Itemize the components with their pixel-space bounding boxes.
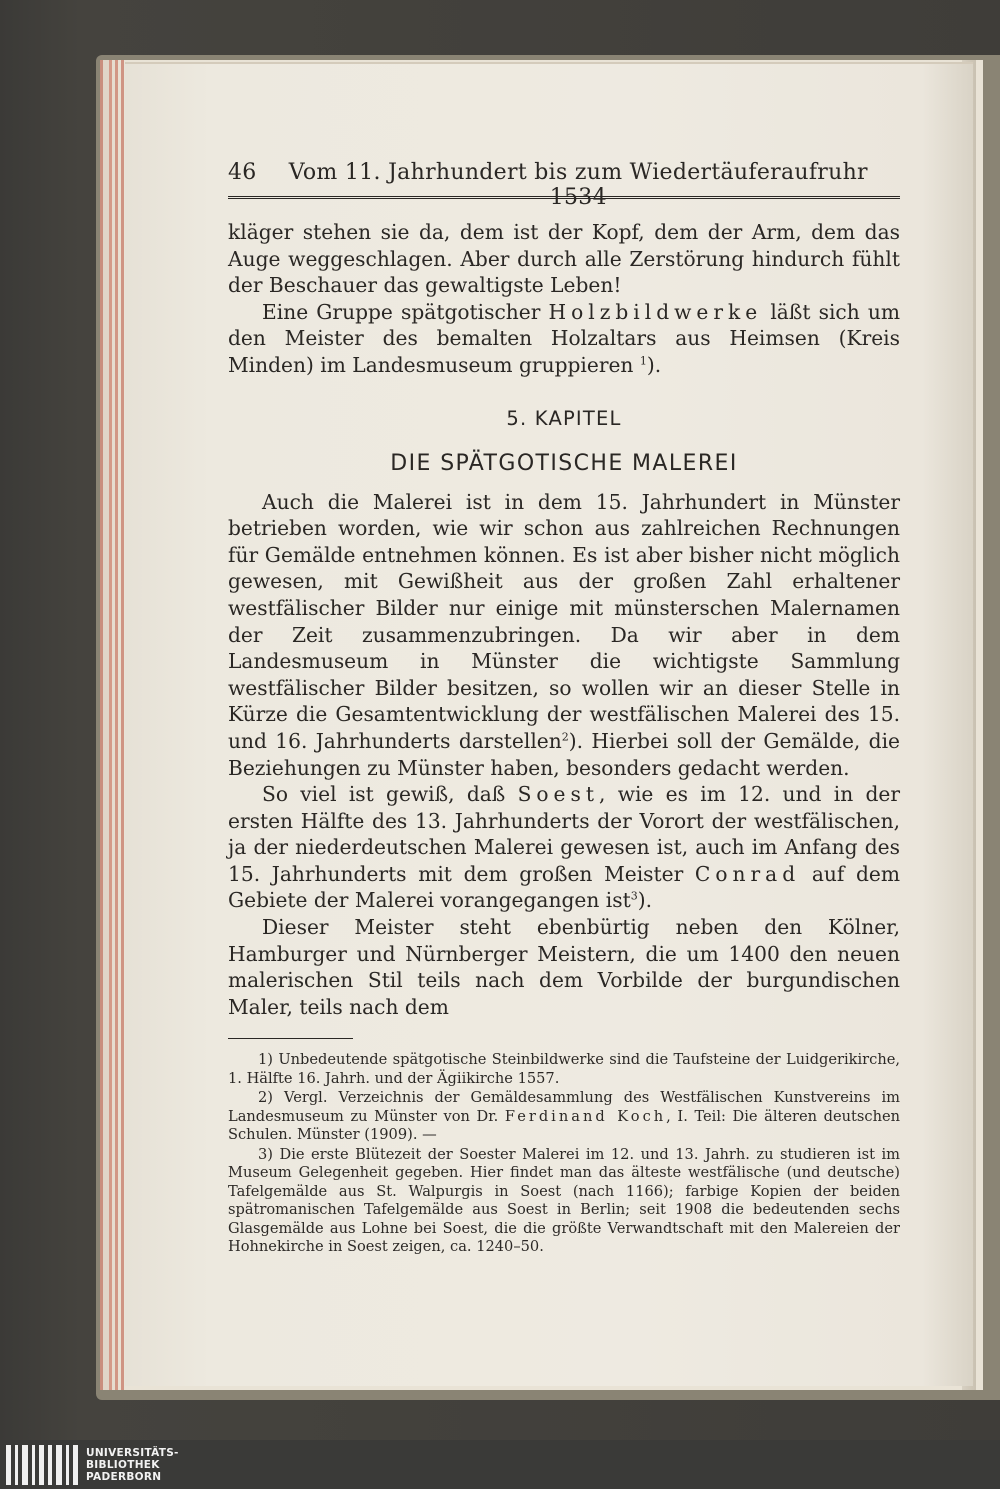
running-title: Vom 11. Jahrhundert bis zum Wiedertäuferaufruhr 1534	[288, 160, 868, 210]
footnote-ref-1: 1	[639, 354, 647, 368]
library-footer	[0, 1440, 1000, 1489]
library-line-2: BIBLIOTHEK	[86, 1458, 160, 1471]
footnote-3: 3) Die erste Blütezeit der Soester Malerei im 12. und 13. Jahrh. zu studieren ist im Museum Gelegenheit gegeben. Hier findet man das älteste westfälische (und deutsche) Tafelgemälde aus St. Walpurgis in Soest (nach 1166); farbige Kopien der beiden spätromanischen Tafelgemälde aus Soest in Berlin; seit 1908 die bedeutenden sechs Glasgemälde aus Lohne bei Soest, die die größte Verwandtschaft mit den Malereien der Hohnekirche in Soest zeigen, ca. 1240–50.	[228, 1145, 900, 1256]
footnote-2	[228, 1089, 900, 1145]
footnote-1: 1) Unbedeutende spätgotische Steinbildwerke sind die Taufsteine der Luidgerikirche, 1. Hälfte 16. Jahrh. und der Ägiikirche 1557.	[228, 1051, 900, 1087]
p2-text-a: Eine Gruppe spätgotischer	[262, 299, 541, 324]
paragraph-2	[228, 299, 900, 379]
library-name	[86, 1447, 179, 1483]
paragraph-1: kläger stehen sie da, dem ist der Kopf, dem der Arm, dem das Auge weggeschlagen. Aber durch alle Zerstörung hindurch fühlt der Beschauer das gewaltigste Leben!	[228, 220, 900, 298]
p4-spaced-soest: Soest	[517, 782, 599, 807]
p2-end: ).	[646, 352, 662, 377]
footnote-ref-2: 2	[561, 730, 569, 744]
p3-text-a: Auch die Malerei ist in dem 15. Jahrhundert in Münster betrieben worden, wie wir schon aus zahlreichen Rechnungen für Gemälde entnehmen können. Es ist aber bisher nicht möglich gewesen, mit Gewißheit aus der großen Zahl erhaltener westfälischer Bilder nur einige mit münsterschen Malernamen der Zeit zusammenzubringen. Da wir aber in dem Landesmuseum in Münster die wichtigste Sammlung westfälischer Bilder besitzen, so wollen wir an dieser Stelle in Kürze die Gesamtentwicklung der westfälischen Malerei des 15. und 16. Jahrhunderts darstellen	[228, 489, 900, 753]
paragraph-5: Dieser Meister steht ebenbürtig neben den Kölner, Hamburger und Nürnberger Meistern, die um 1400 den neuen malerischen Stil teils nach dem Vorbilde der burgundischen Maler, teils nach dem	[228, 915, 900, 1019]
library-line-3: PADERBORN	[86, 1470, 162, 1483]
p4-end: ).	[637, 888, 652, 913]
paragraph-4	[228, 781, 900, 914]
footnote-rule	[228, 1038, 353, 1039]
page-text	[228, 160, 900, 1257]
fn2-text-b: , I. Teil: Die älteren deutschen Schulen. Münster (1909). —	[228, 1107, 901, 1144]
p2-text-b: läßt sich um den Meister des bemalten Holzaltars aus Heimsen (Kreis Minden) im Landesmuseum gruppieren	[228, 299, 900, 377]
p4-text-a: So viel ist gewiß, daß	[262, 782, 506, 807]
p4-text-c: auf dem Gebiete der Malerei vorangegangen ist	[228, 861, 900, 913]
library-logo-icon	[6, 1445, 78, 1485]
page-number: 46	[228, 160, 257, 185]
p4-text-b: , wie es im 12. und in der ersten Hälfte des 13. Jahrhunderts der Vorort der westfälischen, ja der niederdeutschen Malerei gewesen ist, auch im Anfang des 15. Jahrhunderts mit dem großen Meister	[228, 782, 901, 886]
fn2-text-a: 2) Vergl. Verzeichnis der Gemäldesammlung des Westfälischen Kunstvereins im Landesmuseum zu Münster von Dr.	[228, 1089, 900, 1125]
fn2-spaced-name: Ferdinand Koch	[504, 1107, 667, 1125]
chapter-number: 5. KAPITEL	[506, 406, 622, 430]
running-head	[228, 160, 900, 210]
p4-spaced-conrad: Conrad	[694, 861, 801, 886]
footnote-ref-3: 3	[630, 889, 638, 903]
p3-text-b: ). Hierbei soll der Gemälde, die Beziehungen zu Münster haben, besonders gedacht werden.	[228, 728, 900, 780]
library-line-1: UNIVERSITÄTS-	[86, 1446, 179, 1459]
paragraph-3	[228, 489, 900, 782]
chapter-title: DIE SPÄTGOTISCHE MALEREI	[390, 450, 738, 476]
p2-spaced-term: Holzbildwerke	[548, 299, 763, 324]
